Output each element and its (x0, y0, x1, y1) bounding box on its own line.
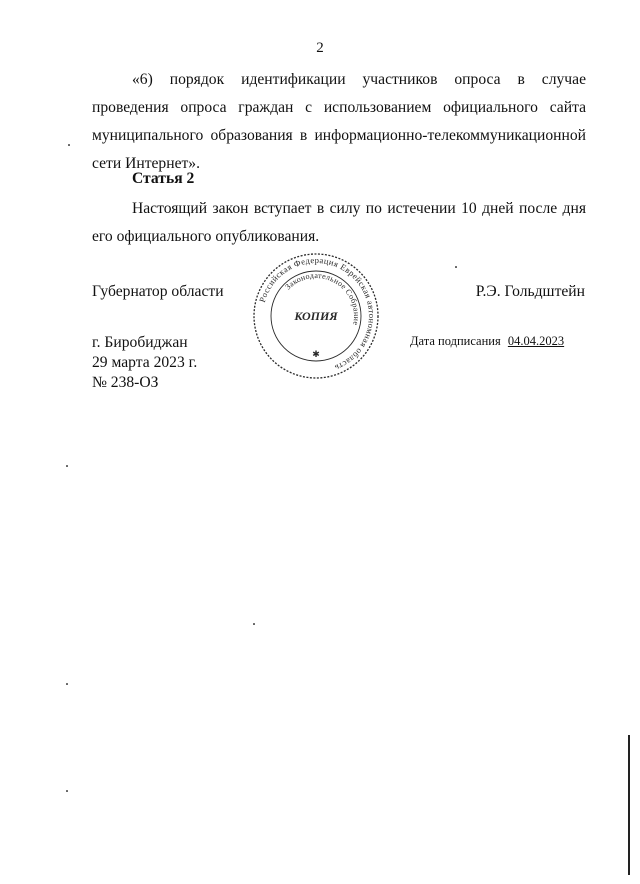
signing-date-value: 04.04.2023 (507, 334, 565, 348)
law-number: № 238-ОЗ (92, 374, 159, 391)
scan-speck (66, 465, 68, 467)
stamp-star-icon: ✱ (312, 349, 320, 359)
page-number: 2 (316, 40, 324, 56)
city-label: г. Биробиджан (92, 334, 188, 351)
scan-margin-mark (628, 735, 630, 875)
place-date-block (92, 333, 197, 393)
signing-date-label: Дата подписания (410, 334, 501, 348)
paragraph-item-6: «6) порядок идентификации участников опроса в случае проведения опроса граждан с использованием официального сайта муниципального образования в информационно-телекоммуникационной сети Интернет». (92, 71, 586, 172)
article-heading: Статья 2 (132, 170, 195, 187)
stamp-outer-text: Российская Федерация Еврейская автономная область (256, 254, 378, 374)
scan-speck (68, 144, 70, 146)
scan-speck (253, 623, 255, 625)
paragraph-effective-date: Настоящий закон вступает в силу по истечении 10 дней после дня его официального опубликования. (92, 200, 586, 245)
governor-title: Губернатор области (92, 283, 224, 300)
scan-speck (66, 790, 68, 792)
stamp-center-text: КОПИЯ (294, 309, 338, 323)
stamp-inner-text: Законодательное Собрание (283, 270, 362, 327)
scan-speck (455, 266, 457, 268)
governor-name: Р.Э. Гольдштейн (475, 283, 585, 300)
signing-date (410, 334, 564, 349)
law-date: 29 марта 2023 г. (92, 354, 198, 371)
scan-speck (66, 683, 68, 685)
official-stamp (252, 252, 380, 380)
